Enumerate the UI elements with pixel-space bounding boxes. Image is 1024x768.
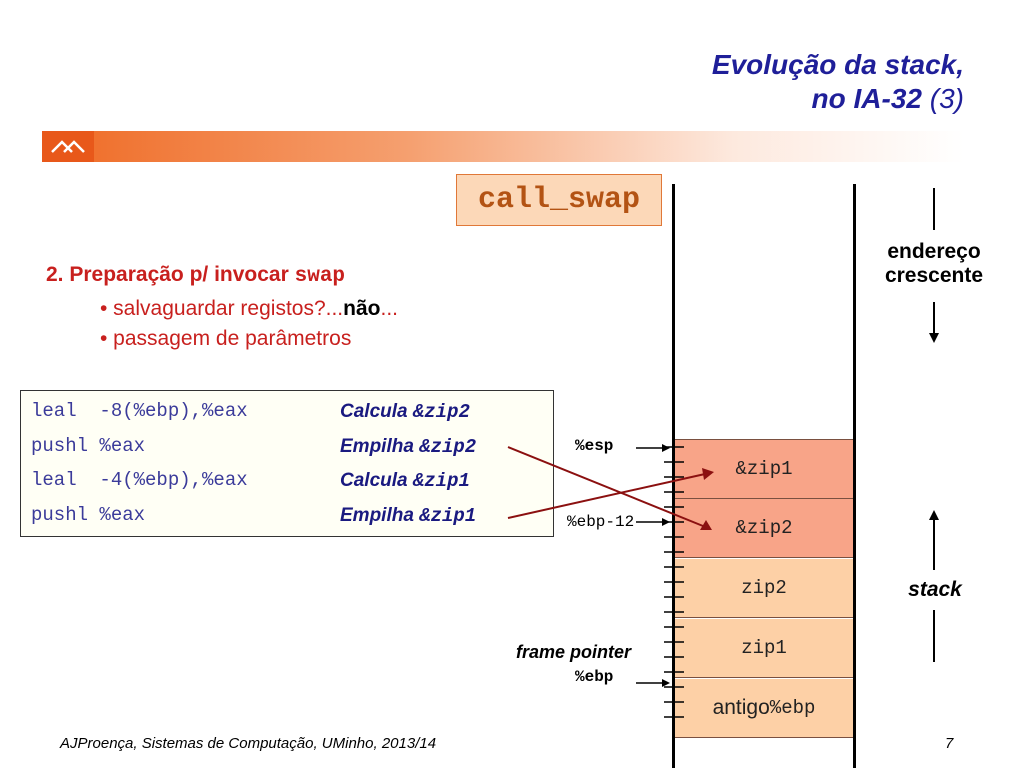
address-line-2: crescente bbox=[884, 264, 984, 287]
bullet-1-suffix: ... bbox=[380, 297, 398, 320]
bullet-1-text: • salvaguardar registos?... bbox=[100, 297, 344, 320]
code-line-3: leal -4(%ebp),%eax bbox=[31, 469, 248, 491]
title-number: (3) bbox=[929, 83, 964, 114]
stack-cell-zip2: zip2 bbox=[674, 559, 854, 618]
bullet-1-bold: não bbox=[343, 297, 381, 320]
code-line-2: pushl %eax bbox=[31, 435, 146, 457]
comment-text: Calcula bbox=[340, 401, 413, 422]
comment-code: &zip2 bbox=[419, 436, 477, 458]
stack-cell-zip1: zip1 bbox=[674, 619, 854, 678]
heading-code: swap bbox=[294, 265, 346, 288]
function-label-box: call_swap bbox=[456, 174, 662, 226]
comment-code: &zip2 bbox=[412, 401, 470, 423]
page-number: 7 bbox=[945, 735, 954, 752]
address-direction-label bbox=[862, 240, 1006, 288]
comment-text: Empilha bbox=[340, 505, 420, 526]
footer-credit: AJProença, Sistemas de Computação, UMinho, 2013/14 bbox=[60, 735, 437, 752]
comment-code: &zip1 bbox=[412, 470, 470, 492]
code-line-4: pushl %eax bbox=[31, 504, 146, 526]
frame-pointer-label: frame pointer bbox=[516, 642, 632, 662]
ebp-label: %ebp bbox=[575, 668, 614, 686]
bullet-2: • passagem de parâmetros bbox=[100, 327, 352, 350]
ebp-minus-12-label: %ebp-12 bbox=[567, 513, 635, 531]
stack-cell-zip2-addr: &zip2 bbox=[674, 499, 854, 558]
title-line-1: Evolução da stack, bbox=[711, 49, 964, 80]
stack-direction-label: stack bbox=[908, 578, 962, 601]
code-line-1: leal -8(%ebp),%eax bbox=[31, 400, 248, 422]
heading-text: 2. Preparação p/ invocar bbox=[46, 263, 295, 286]
esp-label: %esp bbox=[575, 437, 614, 455]
comment-text: Calcula bbox=[340, 470, 413, 491]
title-main: no IA-32 bbox=[811, 83, 922, 114]
stack-cell-zip1-addr: &zip1 bbox=[674, 439, 854, 499]
comment-code: &zip1 bbox=[419, 505, 477, 527]
comment-text: Empilha bbox=[340, 436, 420, 457]
address-line-1: endereço bbox=[887, 240, 981, 263]
old-ebp-text: antigo bbox=[712, 696, 770, 719]
tick-marks bbox=[664, 447, 684, 717]
old-ebp-code: %ebp bbox=[769, 697, 816, 719]
